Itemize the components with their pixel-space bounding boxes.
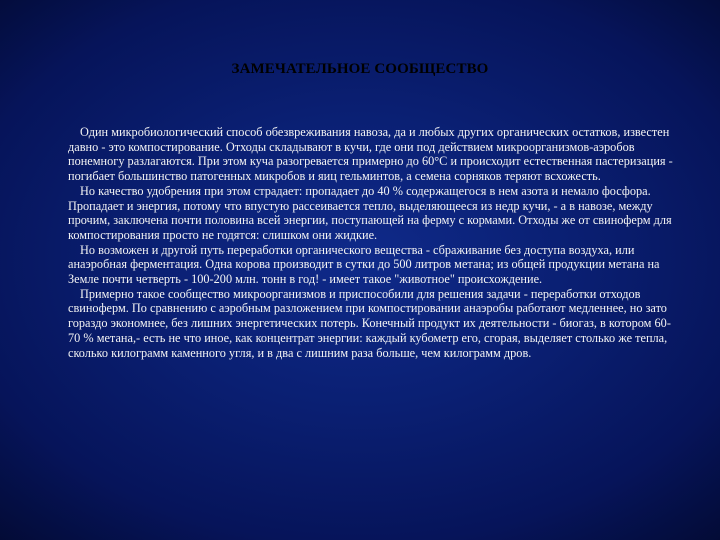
slide-body — [68, 125, 678, 360]
paragraph-anaerobic-fermentation: Но возможен и другой путь переработки органического вещества - сбраживание без доступа воздуха, или анаэробная ферментация. Одна корова производит в сутки до 500 литров метана; из общей продукции метана на Земле почти четверть - 100-200 млн. тонн в год! - имеет такое "животное" происхождение. — [68, 242, 660, 287]
slide-title: ЗАМЕЧАТЕЛЬНОЕ СООБЩЕСТВО — [231, 61, 489, 77]
paragraph-biogas: Примерно такое сообщество микроорганизмов и приспособили для решения задачи - переработки отходов свиноферм. По сравнению с аэробным разложением при компостировании анаэробы работают медленнее, но зато гораздо экономнее, без лишних энергетических потерь. Конечный продукт их деятельности - биогаз, в котором 60-70 % метана,- есть не что иное, как концентрат энергии: каждый кубометр его, сгорая, выделяет столько же тепла, сколько килограмм каменного угля, и в два с лишним раза больше, чем килограмм дров. — [68, 286, 671, 360]
paragraph-fertilizer-quality: Но качество удобрения при этом страдает: пропадает до 40 % содержащегося в нем азота и немало фосфора. Пропадает и энергия, потому что впустую рассеивается тепло, выделяющееся из недр кучи, - а в навозе, между прочим, заключена почти половина всей энергии, поступающей на ферму с кормами. Отходы же от свиноферм для компостирования просто не годятся: слишком они жидкие. — [68, 183, 672, 242]
paragraph-composting: Один микробиологический способ обезвреживания навоза, да и любых других органических остатков, известен давно - это компостирование. Отходы складывают в кучи, где они под действием микроорганизмов-аэробов понемногу разлагаются. При этом куча разогревается примерно до 60°С и происходит естественная пастеризация - погибает большинство патогенных микробов и яиц гельминтов, а семена сорняков теряют всхожесть. — [68, 125, 673, 184]
